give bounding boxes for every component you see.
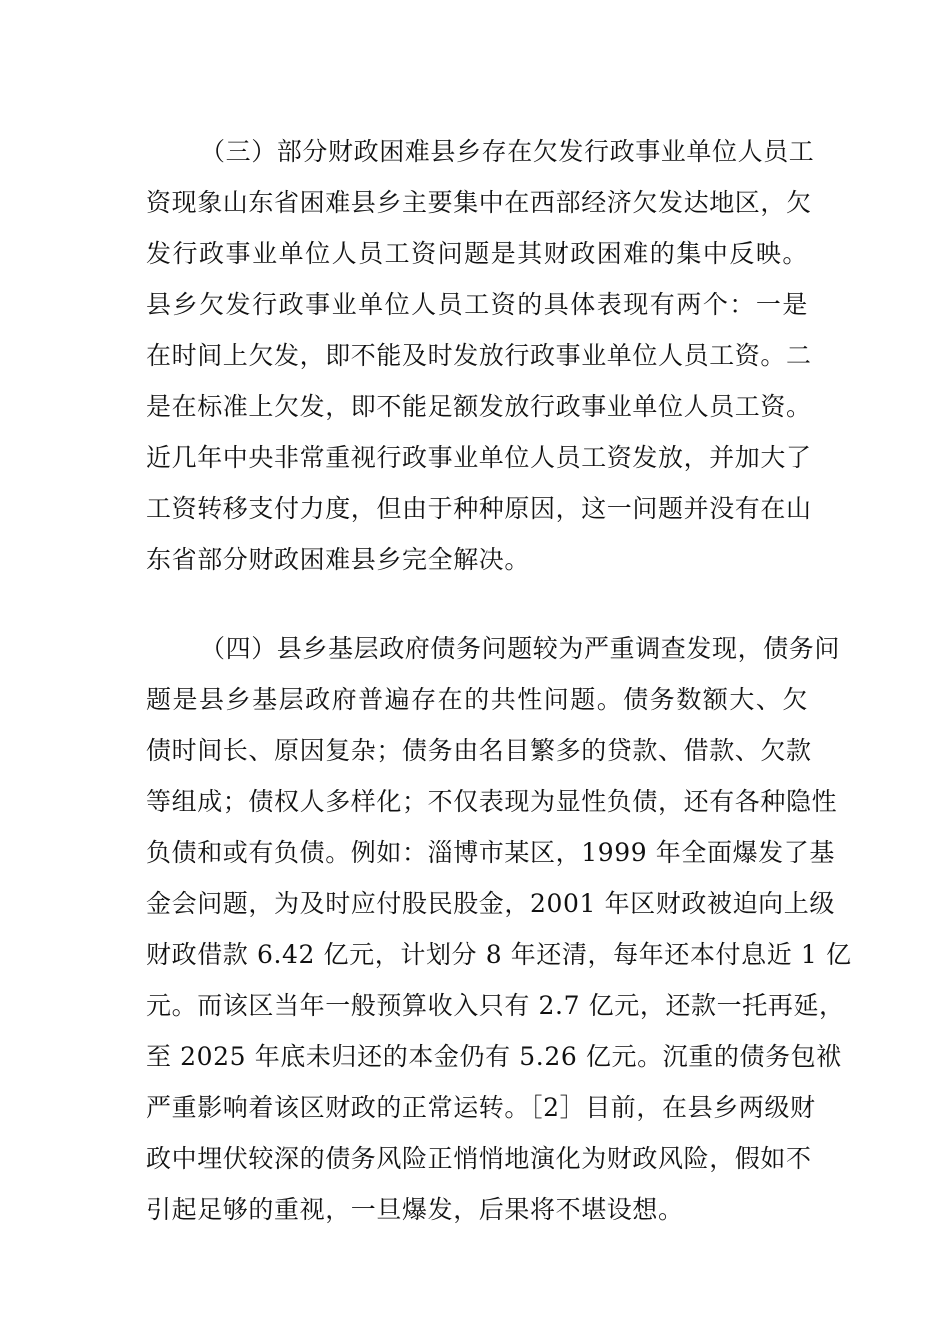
paragraph-three [146, 126, 815, 585]
text-line: 东省部分财政困难县乡完全解决。 [146, 545, 531, 574]
text-line: 在时间上欠发，即不能及时发放行政事业单位人员工资。二 [146, 341, 812, 370]
text-line: 债时间长、原因复杂；债务由名目繁多的贷款、借款、欠款 [146, 736, 812, 765]
text-line: 等组成；债权人多样化；不仅表现为显性负债，还有各种隐性 [146, 787, 838, 816]
text-line: 近几年中央非常重视行政事业单位人员工资发放，并加大了 [146, 443, 812, 472]
text-line: 元。而该区当年一般预算收入只有 2.7 亿元，还款一托再延， [146, 991, 845, 1020]
text-line: 是在标准上欠发，即不能足额发放行政事业单位人员工资。 [146, 392, 812, 421]
text-line: 引起足够的重视，一旦爆发，后果将不堪设想。 [146, 1195, 684, 1224]
text-line: 政中埋伏较深的债务风险正悄悄地演化为财政风险，假如不 [146, 1144, 812, 1173]
text-line: 至 2025 年底未归还的本金仍有 5.26 亿元。沉重的债务包袱 [146, 1042, 842, 1071]
text-line: （三）部分财政困难县乡存在欠发行政事业单位人员工 [200, 137, 815, 166]
text-line: 发行政事业单位人员工资问题是其财政困难的集中反映。 [146, 239, 808, 268]
text-line: 财政借款 6.42 亿元，计划分 8 年还清，每年还本付息近 1 亿 [146, 940, 852, 969]
text-line: 题是县乡基层政府普遍存在的共性问题。债务数额大、欠 [146, 685, 808, 714]
paragraph-four [146, 623, 852, 1235]
text-line: 资现象山东省困难县乡主要集中在西部经济欠发达地区，欠 [146, 188, 812, 217]
text-line: 严重影响着该区财政的正常运转。［2］目前，在县乡两级财 [146, 1093, 816, 1122]
text-line: （四）县乡基层政府债务问题较为严重调查发现，债务问 [200, 634, 841, 663]
text-line: 工资转移支付力度，但由于种种原因，这一问题并没有在山 [146, 494, 812, 523]
text-line: 负债和或有负债。例如：淄博市某区，1999 年全面爆发了基 [146, 838, 835, 867]
text-line: 县乡欠发行政事业单位人员工资的具体表现有两个：一是 [146, 290, 808, 319]
text-line: 金会问题，为及时应付股民股金，2001 年区财政被迫向上级 [146, 889, 835, 918]
